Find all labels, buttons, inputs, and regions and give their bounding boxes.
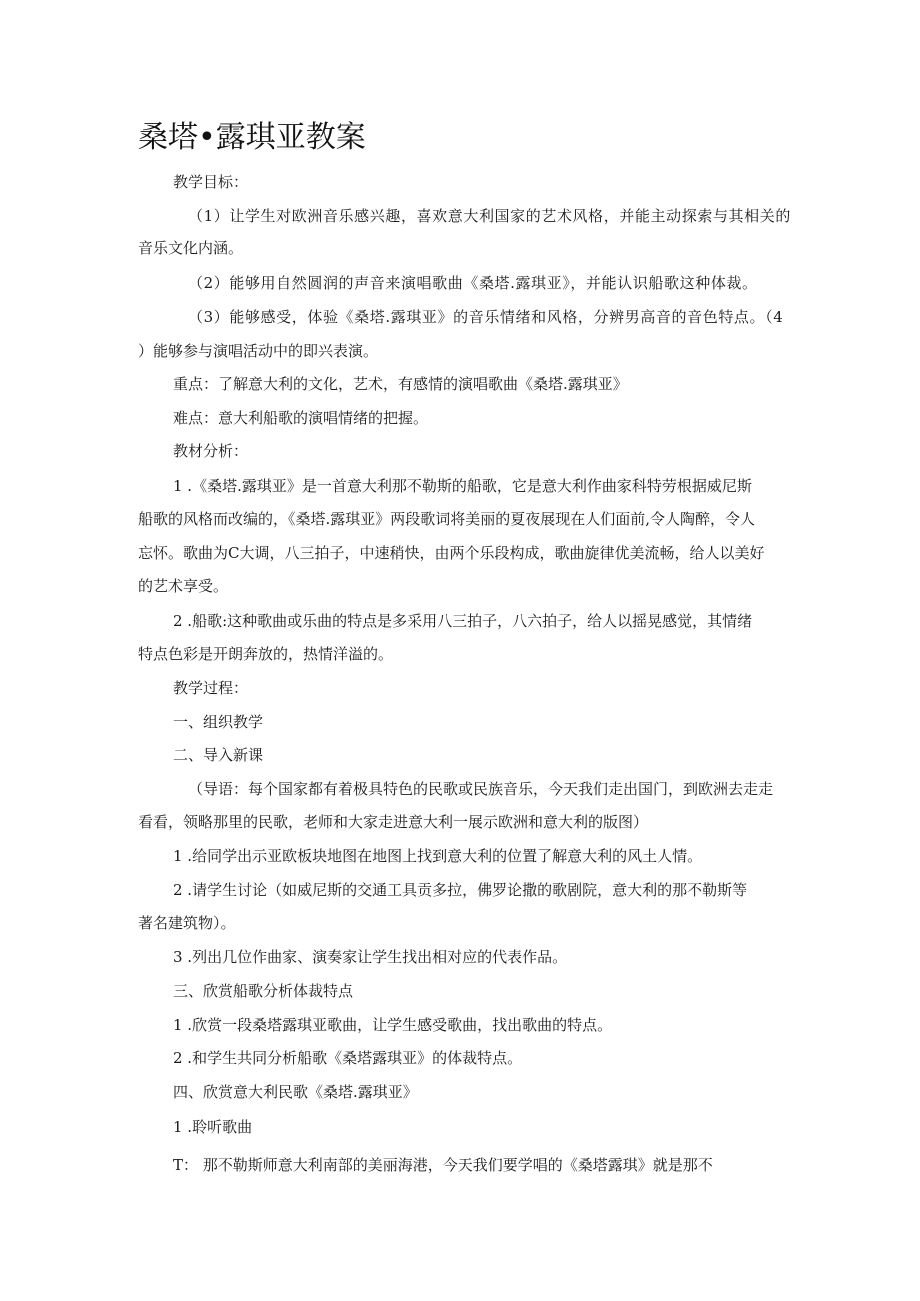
listen-item-1: 1 .聆听歌曲 [173,1118,253,1136]
teaching-goals-heading: 教学目标： [173,173,249,191]
goal-3-line-1: （3）能够感受，体验《桑塔.露琪亚》的音乐情绪和风格，分辨男高音的音色特点。（4 [188,308,784,326]
material-analysis-heading: 教材分析： [173,442,249,460]
step-2-heading: 二、导入新课 [173,746,264,764]
step-3-heading: 三、欣赏船歌分析体裁特点 [173,982,354,1000]
step-1-heading: 一、组织教学 [173,713,264,731]
analysis-1-line-4: 的艺术享受。 [138,577,229,595]
intro-item-2-line-2: 著名建筑物）。 [138,914,236,932]
step-4-heading: 四、欣赏意大利民歌《桑塔.露琪亚》 [173,1083,418,1101]
intro-line-2: 看看，领略那里的民歌，老师和大家走进意大利一展示欧洲和意大利的版图） [138,813,649,831]
intro-line-1: （导语：每个国家都有着极具特色的民歌或民族音乐，今天我们走出国门，到欧洲去走走 [188,780,774,798]
analysis-2-line-1: 2 .船歌:这种歌曲或乐曲的特点是多采用八三拍子，八六拍子，给人以摇晃感觉，其情绪 [173,612,753,630]
appreciation-item-2: 2 .和学生共同分析船歌《桑塔露琪亚》的体裁特点。 [173,1049,523,1067]
teaching-process-heading: 教学过程： [173,679,249,697]
analysis-1-line-2: 船歌的风格而改编的，《桑塔.露琪亚》两段歌词将美丽的夏夜展现在人们面前,令人陶醉，令人 [138,510,756,528]
analysis-1-line-3: 忘怀。歌曲为C大调，八三拍子，中速稍快，由两个乐段构成，歌曲旋律优美流畅，给人以美好 [138,544,765,562]
goal-3-line-2: ）能够参与演唱活动中的即兴表演。 [138,342,379,360]
intro-item-2-line-1: 2 .请学生讨论（如威尼斯的交通工具贡多拉，佛罗论撒的歌剧院，意大利的那不勒斯等 [173,881,748,899]
document-title: 桑塔•露琪亚教案 [138,120,366,155]
appreciation-item-1: 1 .欣赏一段桑塔露琪亚歌曲，让学生感受歌曲，找出歌曲的特点。 [173,1016,613,1034]
analysis-1-line-1: 1 .《桑塔.露琪亚》是一首意大利那不勒斯的船歌，它是意大利作曲家科特劳根据威尼斯 [173,477,752,495]
intro-item-3: 3 .列出几位作曲家、演奏家让学生找出相对应的代表作品。 [173,948,568,966]
teacher-speech-line: T： 那不勒斯师意大利南部的美丽海港，今天我们要学唱的《桑塔露琪》就是那不 [173,1156,713,1174]
key-point: 重点：了解意大利的文化，艺术，有感情的演唱歌曲《桑塔.露琪亚》 [173,375,628,393]
goal-1-line-2: 音乐文化内涵。 [138,239,244,257]
goal-2: （2）能够用自然圆润的声音来演唱歌曲《桑塔.露琪亚》，并能认识船歌这种体裁。 [188,274,758,292]
analysis-2-line-2: 特点色彩是开朗奔放的，热情洋溢的。 [138,645,394,663]
goal-1-line-1: （1）让学生对欧洲音乐感兴趣，喜欢意大利国家的艺术风格，并能主动探索与其相关的 [188,207,791,225]
intro-item-1: 1 .给同学出示亚欧板块地图在地图上找到意大利的位置了解意大利的风土人情。 [173,847,703,865]
difficult-point: 难点：意大利船歌的演唱情绪的把握。 [173,409,429,427]
